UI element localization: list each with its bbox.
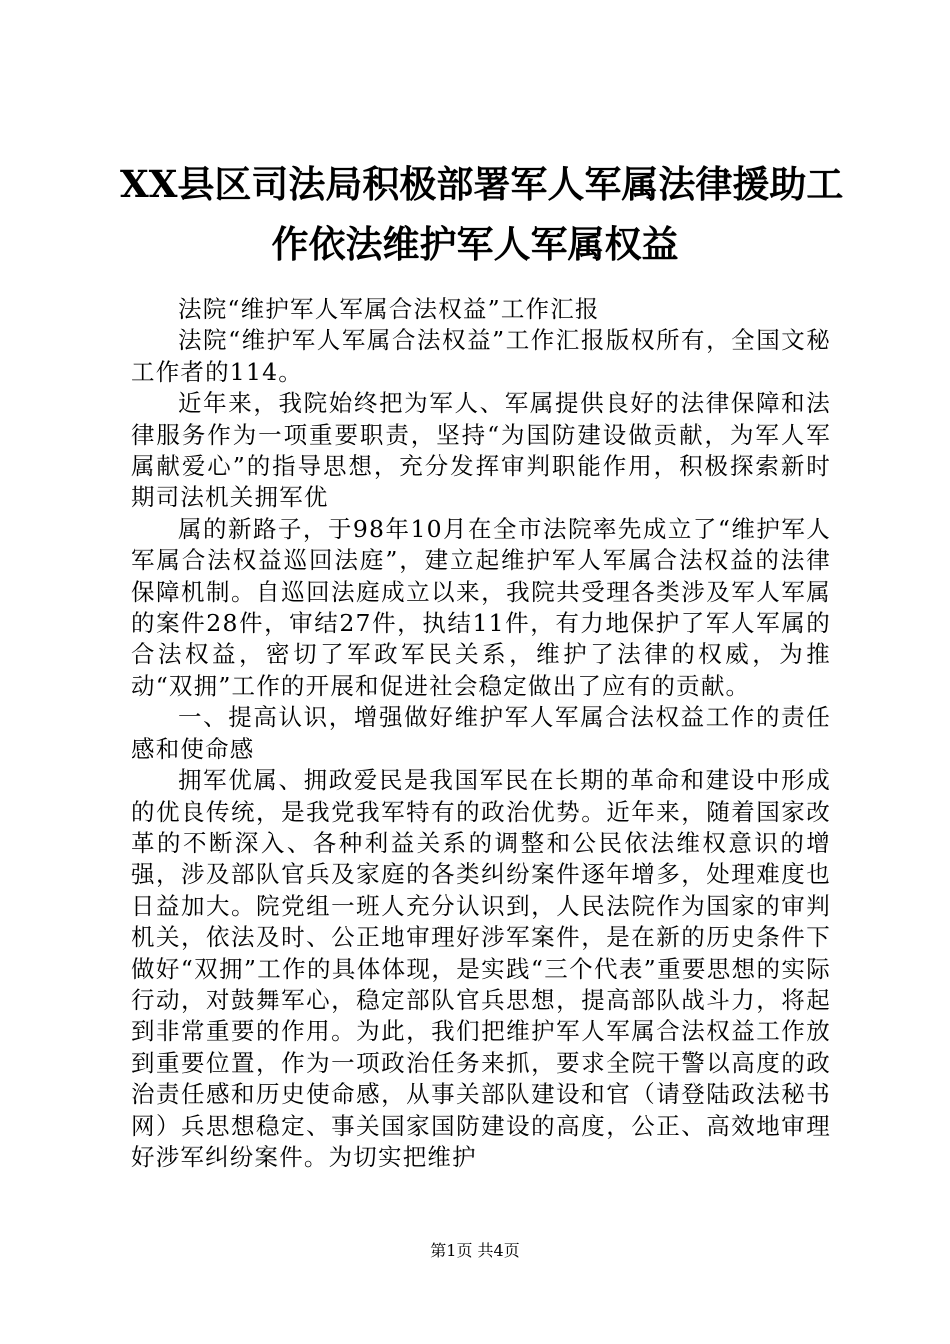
document-body — [131, 294, 831, 1173]
paragraph: 属的新路子，于98年10月在全市法院率先成立了“维护军人军属合法权益巡回法庭”，建立起维护军人军属合法权益的法律保障机制。自巡回法庭成立以来，我院共受理各类涉及军人军属的案件28件，审结27件，执结11件，有力地保护了军人军属的合法权益，密切了军政军民关系，维护了法律的权威，为推动“双拥”工作的开展和促进社会稳定做出了应有的贡献。 — [131, 514, 831, 700]
page-footer: 第1页 共4页 — [430, 1241, 520, 1260]
document-title-line-1: XX县区司法局积极部署军人军属法律援助工 — [120, 162, 844, 206]
document-title-line-2: 作依法维护军人军属权益 — [271, 222, 679, 266]
section-heading: 一、提高认识，增强做好维护军人军属合法权益工作的责任感和使命感 — [131, 703, 831, 763]
paragraph: 法院“维护军人军属合法权益”工作汇报版权所有，全国文秘工作者的114。 — [131, 326, 831, 386]
paragraph: 拥军优属、拥政爱民是我国军民在长期的革命和建设中形成的优良传统，是我党我军特有的政治优势。近年来，随着国家改革的不断深入、各种利益关系的调整和公民依法维权意识的增强，涉及部队官兵及家庭的各类纠纷案件逐年增多，处理难度也日益加大。院党组一班人充分认识到，人民法院作为国家的审判机关，依法及时、公正地审理好涉军案件，是在新的历史条件下做好“双拥”工作的具体体现，是实践“三个代表”重要思想的实际行动，对鼓舞军心，稳定部队官兵思想，提高部队战斗力，将起到非常重要的作用。为此，我们把维护军人军属合法权益工作放到重要位置，作为一项政治任务来抓，要求全院干警以高度的政治责任感和历史使命感，从事关部队建设和官（请登陆政法秘书网）兵思想稳定、事关国家国防建设的高度，公正、高效地审理好涉军纠纷案件。为切实把维护 — [131, 766, 831, 1171]
paragraph: 近年来，我院始终把为军人、军属提供良好的法律保障和法律服务作为一项重要职责，坚持“为国防建设做贡献，为军人军属献爱心”的指导思想，充分发挥审判职能作用，积极探索新时期司法机关拥军优 — [131, 389, 831, 512]
paragraph-subtitle: 法院“维护军人军属合法权益”工作汇报 — [178, 295, 600, 323]
